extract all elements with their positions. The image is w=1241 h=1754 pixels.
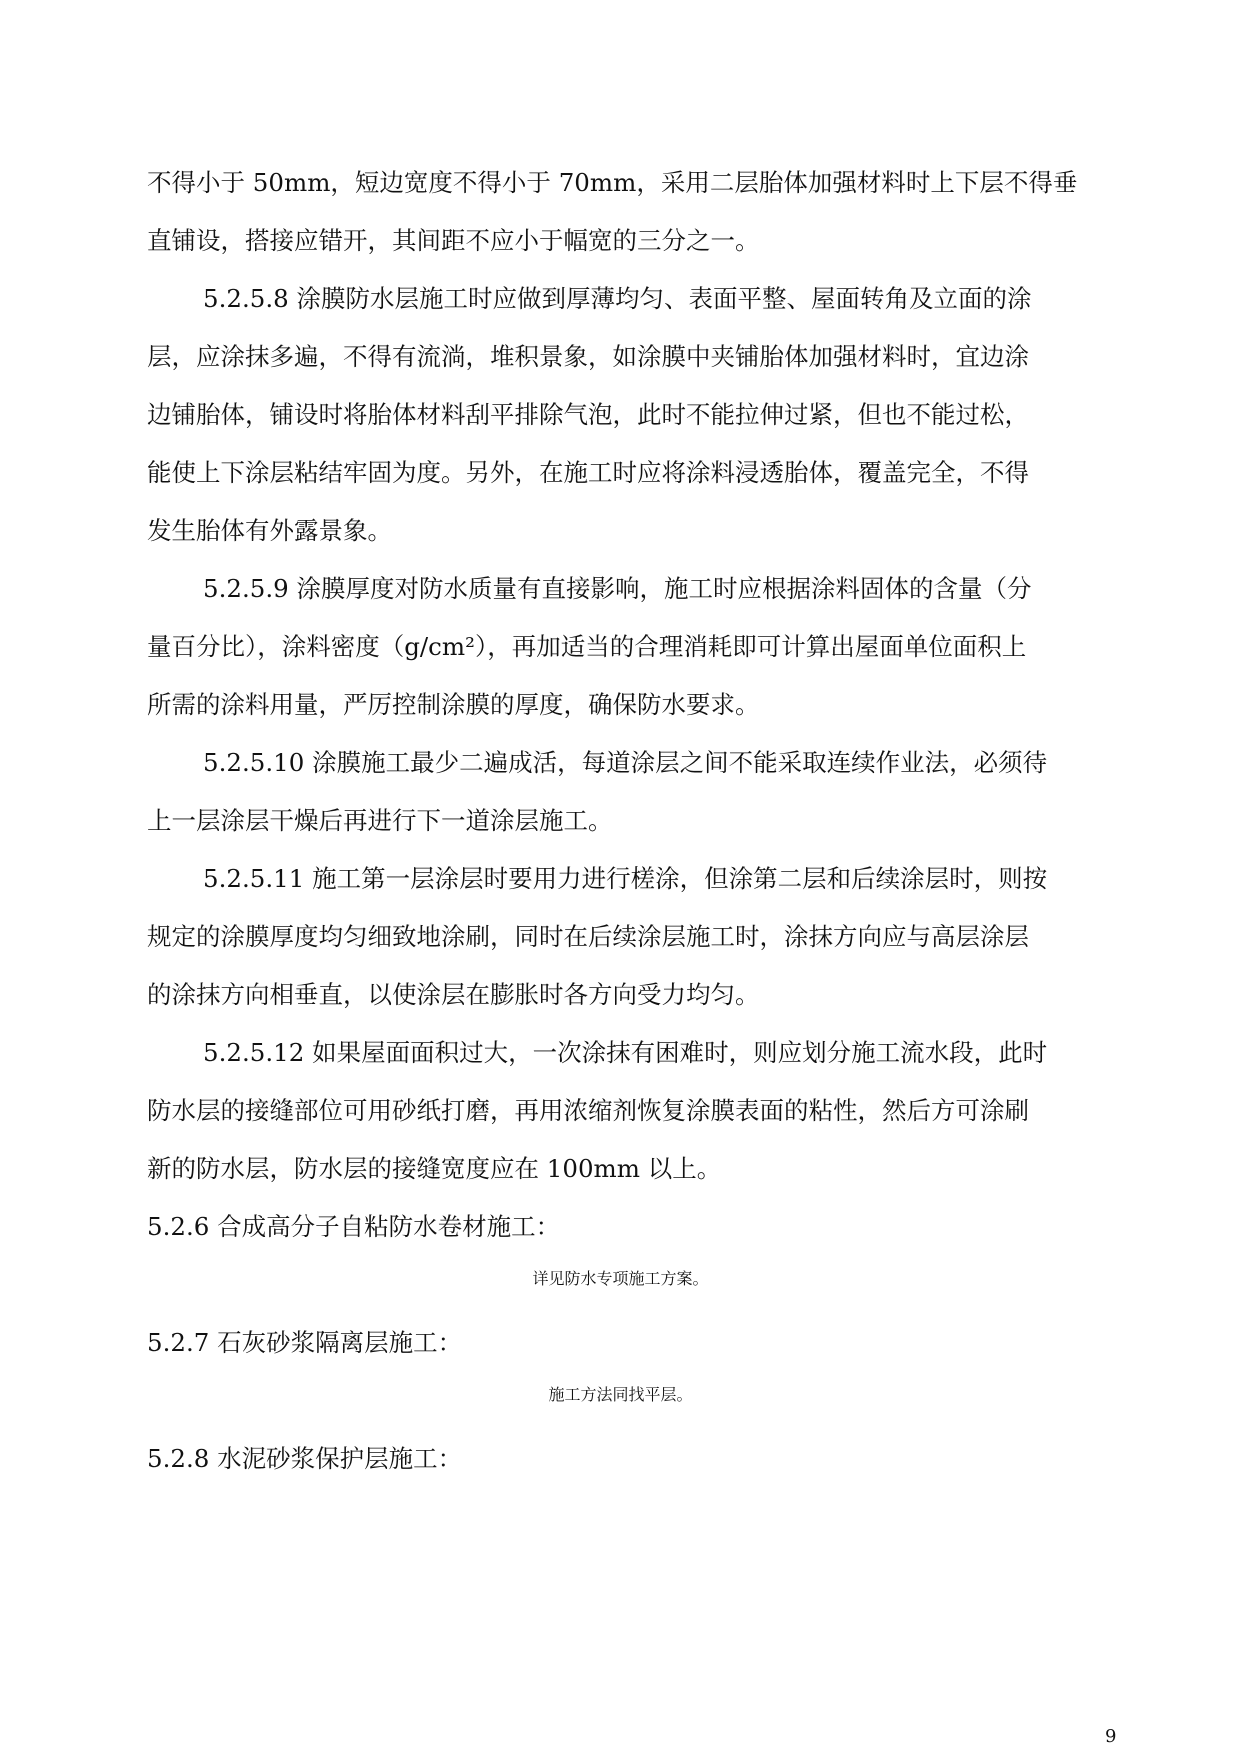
paragraph-line: 不得小于 50mm，短边宽度不得小于 70mm，采用二层胎体加强材料时上下层不得垂 [147, 168, 1078, 197]
paragraph-line: 5.2.5.11 施工第一层涂层时要用力进行槎涂，但涂第二层和后续涂层时，则按 [203, 864, 1048, 893]
paragraph-line: 上一层涂层干燥后再进行下一道涂层施工。 [147, 806, 613, 835]
paragraph-line: 量百分比），涂料密度（g/cm²），再加适当的合理消耗即可计算出屋面单位面积上 [147, 632, 1027, 661]
paragraph-line: 的涂抹方向相垂直，以使涂层在膨胀时各方向受力均匀。 [147, 980, 760, 1009]
paragraph-line: 新的防水层，防水层的接缝宽度应在 100mm 以上。 [147, 1154, 722, 1183]
paragraph-line: 能使上下涂层粘结牢固为度。另外，在施工时应将涂料浸透胎体，覆盖完全，不得 [147, 458, 1029, 487]
paragraph-line: 边铺胎体，铺设时将胎体材料刮平排除气泡，此时不能拉伸过紧，但也不能过松， [147, 400, 1029, 429]
section-heading: 5.2.6 合成高分子自粘防水卷材施工： [147, 1212, 561, 1241]
section-heading: 5.2.8 水泥砂浆保护层施工： [147, 1444, 463, 1473]
centered-note: 详见防水专项施工方案。 [532, 1269, 709, 1288]
paragraph-line: 所需的涂料用量，严厉控制涂膜的厚度，确保防水要求。 [147, 690, 760, 719]
paragraph-line: 5.2.5.9 涂膜厚度对防水质量有直接影响，施工时应根据涂料固体的含量（分 [203, 574, 1032, 603]
section-heading: 5.2.7 石灰砂浆隔离层施工： [147, 1328, 463, 1357]
page-number: 9 [1105, 1726, 1117, 1747]
paragraph-line: 规定的涂膜厚度均匀细致地涂刷，同时在后续涂层施工时，涂抹方向应与高层涂层 [147, 922, 1029, 951]
paragraph-line: 发生胎体有外露景象。 [147, 516, 392, 545]
paragraph-line: 5.2.5.10 涂膜施工最少二遍成活，每道涂层之间不能采取连续作业法，必须待 [203, 748, 1048, 777]
centered-note: 施工方法同找平层。 [548, 1385, 693, 1404]
paragraph-line: 5.2.5.12 如果屋面面积过大，一次涂抹有困难时，则应划分施工流水段，此时 [203, 1038, 1048, 1067]
paragraph-line: 防水层的接缝部位可用砂纸打磨，再用浓缩剂恢复涂膜表面的粘性，然后方可涂刷 [147, 1096, 1029, 1125]
paragraph-line: 层，应涂抹多遍，不得有流淌，堆积景象，如涂膜中夹铺胎体加强材料时，宜边涂 [147, 342, 1029, 371]
paragraph-line: 5.2.5.8 涂膜防水层施工时应做到厚薄均匀、表面平整、屋面转角及立面的涂 [203, 284, 1032, 313]
paragraph-line: 直铺设，搭接应错开，其间距不应小于幅宽的三分之一。 [147, 226, 760, 255]
